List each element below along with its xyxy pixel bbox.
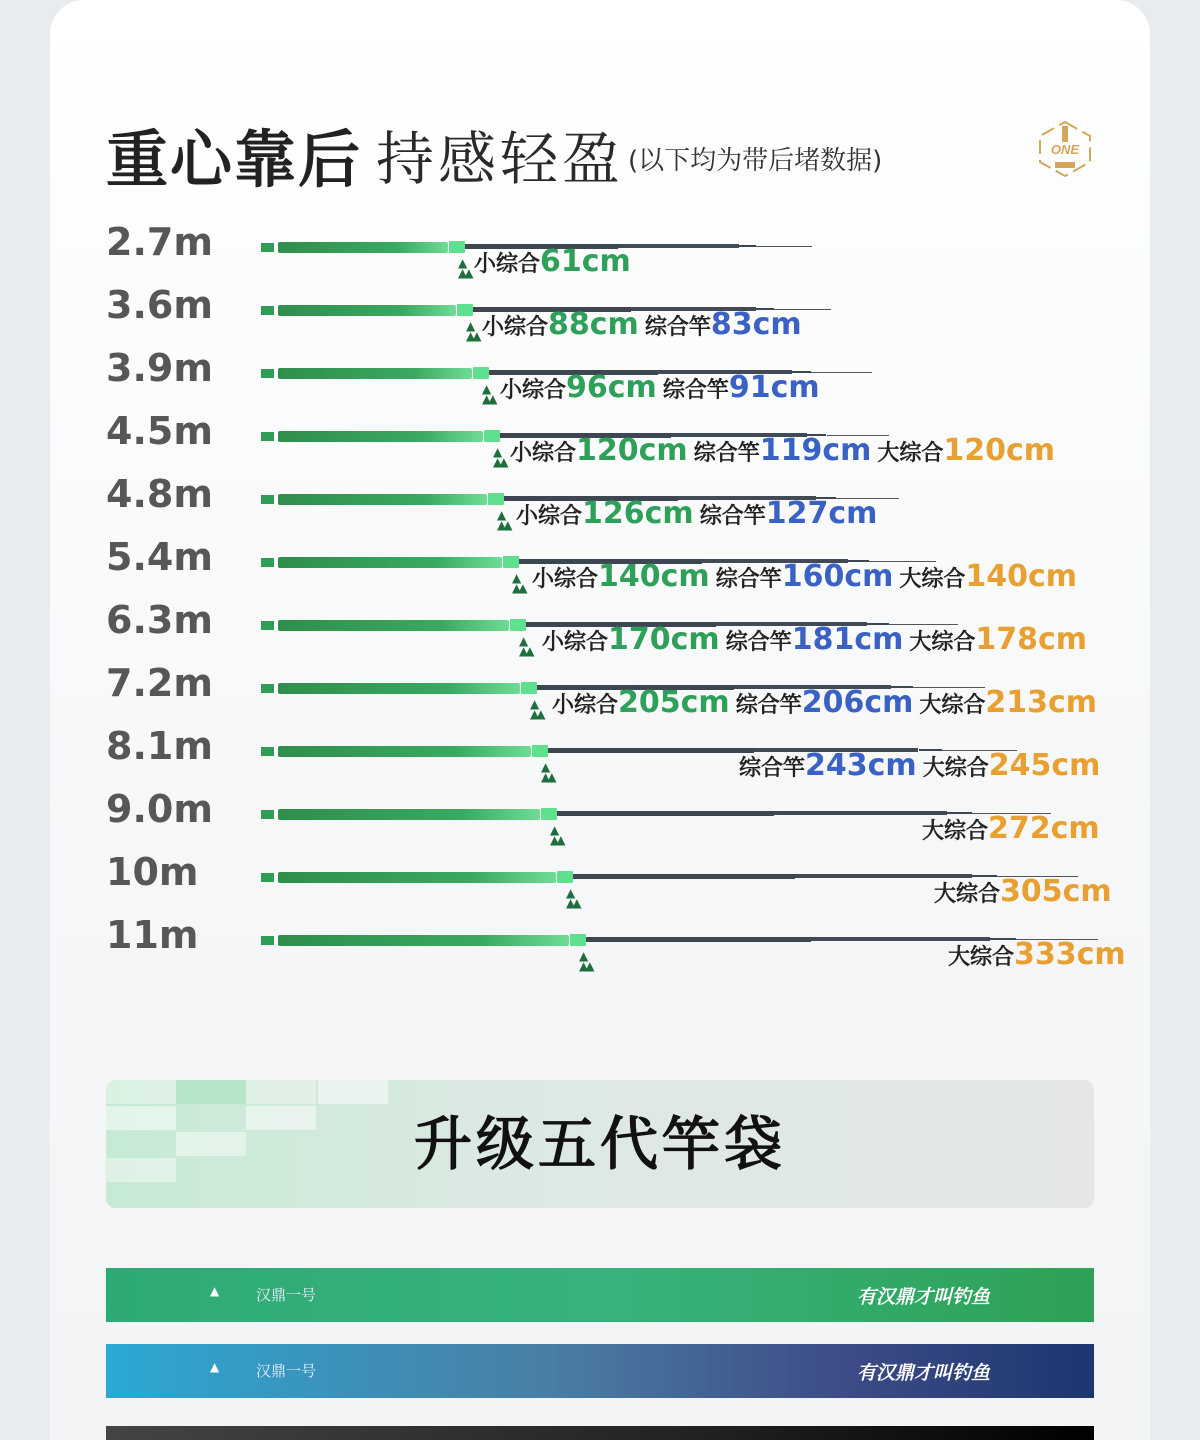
brand-logo-icon: ▲ (210, 1284, 220, 1298)
bag-slogan: 有汉鼎才叫钓鱼 (856, 1286, 990, 1308)
rod-section (573, 874, 795, 879)
balance-value-rod: 160cm (781, 559, 894, 594)
rod-row (0, 220, 1200, 280)
rod-bag-green (106, 1268, 1094, 1322)
balance-key-big: 大综合 (922, 756, 989, 781)
balance-key-rod: 综合竿 (644, 315, 711, 340)
rod-grip-end (488, 493, 504, 505)
rod-butt (261, 306, 274, 315)
rod-row (0, 283, 1200, 343)
rod-length-label: 8.1m (106, 724, 213, 768)
balance-point-icon: ▲ ▲▲ (482, 382, 495, 406)
balance-value-big: 120cm (943, 433, 1056, 468)
rod-row (0, 787, 1200, 847)
rod-butt (261, 747, 274, 756)
rod-butt (261, 810, 274, 819)
balance-values (474, 244, 637, 279)
rod-butt (261, 243, 274, 252)
rod-row (0, 661, 1200, 721)
balance-value-big: 305cm (1000, 874, 1112, 909)
balance-value-rod: 119cm (759, 433, 872, 468)
balance-values (948, 937, 1132, 972)
balance-value-small: 205cm (618, 685, 730, 720)
balance-value-big: 178cm (975, 622, 1088, 657)
balance-values (934, 874, 1118, 909)
balance-key-big: 大综合 (922, 819, 989, 844)
balance-point-icon: ▲ ▲▲ (550, 823, 563, 847)
rod-grip-end (449, 241, 465, 253)
balance-key-rod: 综合竿 (715, 567, 782, 592)
rod-section (548, 748, 754, 753)
balance-key-rod: 综合竿 (699, 504, 766, 529)
rod-grip-end (541, 808, 557, 820)
rod-row (0, 472, 1200, 532)
rod-row (0, 535, 1200, 595)
rod-grip (278, 305, 456, 316)
rod-tip (756, 246, 812, 247)
balance-key-rod: 综合竿 (662, 378, 729, 403)
balance-key-big: 大综合 (899, 567, 966, 592)
balance-value-big: 213cm (985, 685, 1098, 720)
rod-length-label: 6.3m (106, 598, 213, 642)
rod-row (0, 913, 1200, 973)
rod-grip-end (473, 367, 489, 379)
rod-butt (261, 873, 274, 882)
rod-grip-end (457, 304, 473, 316)
logo-text: ONE (1050, 142, 1080, 157)
rod-butt (261, 495, 274, 504)
balance-values (552, 685, 1103, 720)
section-banner (106, 1080, 1094, 1208)
rod-length-label: 3.9m (106, 346, 213, 390)
rod-length-label: 2.7m (106, 220, 213, 264)
rod-butt (261, 432, 274, 441)
balance-key-small: 小综合 (510, 441, 577, 466)
balance-value-small: 126cm (582, 496, 694, 531)
balance-point-icon: ▲ ▲▲ (497, 508, 510, 532)
balance-values (542, 622, 1093, 657)
rod-grip (278, 683, 520, 694)
balance-value-rod: 181cm (791, 622, 904, 657)
rod-grip (278, 242, 448, 253)
rod-grip (278, 368, 472, 379)
rod-grip-end (557, 871, 573, 883)
rod-grip (278, 620, 509, 631)
rod-length-label: 11m (106, 913, 199, 957)
rod-butt (261, 369, 274, 378)
balance-key-rod: 综合竿 (725, 630, 792, 655)
balance-point-icon: ▲ ▲▲ (541, 760, 554, 784)
balance-point-icon: ▲ ▲▲ (566, 886, 579, 910)
bag-brand: 汉鼎一号 (256, 1286, 317, 1304)
balance-point-icon: ▲ ▲▲ (519, 634, 532, 658)
balance-key-small: 小综合 (516, 504, 583, 529)
rod-butt (261, 684, 274, 693)
rod-bag-blue (106, 1344, 1094, 1398)
rod-length-label: 7.2m (106, 661, 213, 705)
balance-value-rod: 83cm (710, 307, 802, 342)
rod-grip (278, 431, 483, 442)
balance-values (510, 433, 1061, 468)
balance-value-big: 140cm (965, 559, 1078, 594)
balance-key-big: 大综合 (948, 945, 1015, 970)
balance-key-rod: 综合竿 (693, 441, 760, 466)
page-subtitle: 持感轻盈 (376, 125, 625, 193)
balance-value-big: 333cm (1014, 937, 1126, 972)
page-title: 重心靠后 (106, 123, 363, 196)
balance-key-rod: 综合竿 (735, 693, 802, 718)
rod-length-label: 4.8m (106, 472, 213, 516)
balance-key-small: 小综合 (542, 630, 609, 655)
rod-butt (261, 621, 274, 630)
balance-value-small: 96cm (566, 370, 657, 405)
balance-key-big: 大综合 (919, 693, 986, 718)
balance-key-big: 大综合 (909, 630, 976, 655)
balance-point-icon: ▲ ▲▲ (466, 319, 479, 343)
rod-row (0, 850, 1200, 910)
balance-key-big: 大综合 (934, 882, 1001, 907)
brand-logo-icon: ▲ (210, 1360, 220, 1374)
rod-row (0, 598, 1200, 658)
balance-value-rod: 91cm (728, 370, 820, 405)
bag-slogan: 有汉鼎才叫钓鱼 (856, 1362, 990, 1384)
rod-grip-end (484, 430, 500, 442)
rod-bag-black (106, 1426, 1094, 1440)
rod-grip (278, 809, 540, 820)
rod-grip (278, 746, 531, 757)
bag-brand: 汉鼎一号 (256, 1362, 317, 1380)
balance-values (739, 748, 1106, 783)
balance-key-small: 小综合 (482, 315, 549, 340)
rod-length-label: 10m (106, 850, 199, 894)
rod-grip (278, 935, 569, 946)
balance-values (482, 307, 808, 342)
balance-value-small: 88cm (548, 307, 639, 342)
balance-value-rod: 243cm (805, 748, 917, 783)
balance-value-small: 170cm (608, 622, 720, 657)
balance-key-rod: 综合竿 (739, 756, 806, 781)
rod-grip (278, 872, 556, 883)
rod-grip-end (510, 619, 526, 631)
rod-length-label: 4.5m (106, 409, 213, 453)
balance-key-small: 小综合 (532, 567, 599, 592)
data-note: (以下均为带后堵数据) (628, 146, 883, 176)
balance-value-rod: 127cm (765, 496, 878, 531)
rod-length-label: 9.0m (106, 787, 213, 831)
rod-grip-end (532, 745, 548, 757)
balance-value-small: 61cm (540, 244, 631, 279)
balance-values (922, 811, 1106, 846)
balance-values (516, 496, 883, 531)
balance-point-icon: ▲ ▲▲ (530, 697, 543, 721)
balance-key-small: 小综合 (500, 378, 567, 403)
balance-value-big: 245cm (988, 748, 1101, 783)
rod-grip (278, 494, 487, 505)
balance-value-small: 140cm (598, 559, 710, 594)
balance-key-small: 小综合 (474, 252, 541, 277)
balance-key-big: 大综合 (877, 441, 944, 466)
balance-value-small: 120cm (576, 433, 688, 468)
rod-length-label: 5.4m (106, 535, 213, 579)
rod-butt (261, 558, 274, 567)
balance-key-small: 小综合 (552, 693, 619, 718)
rod-grip-end (570, 934, 586, 946)
rod-butt (261, 936, 274, 945)
rod-section (739, 245, 756, 247)
rod-grip-end (503, 556, 519, 568)
rod-row (0, 409, 1200, 469)
balance-point-icon: ▲ ▲▲ (493, 445, 506, 469)
rod-row (0, 724, 1200, 784)
balance-values (500, 370, 826, 405)
balance-value-rod: 206cm (801, 685, 914, 720)
rod-row (0, 346, 1200, 406)
balance-point-icon: ▲ ▲▲ (512, 571, 525, 595)
rod-grip-end (521, 682, 537, 694)
rod-length-label: 3.6m (106, 283, 213, 327)
balance-point-icon: ▲ ▲▲ (458, 256, 471, 280)
balance-point-icon: ▲ ▲▲ (579, 949, 592, 973)
section-banner-title: 升级五代竿袋 (413, 1110, 786, 1178)
rod-section (557, 811, 774, 816)
rod-section (586, 937, 811, 942)
rod-grip (278, 557, 502, 568)
balance-value-big: 272cm (988, 811, 1100, 846)
balance-values (532, 559, 1083, 594)
